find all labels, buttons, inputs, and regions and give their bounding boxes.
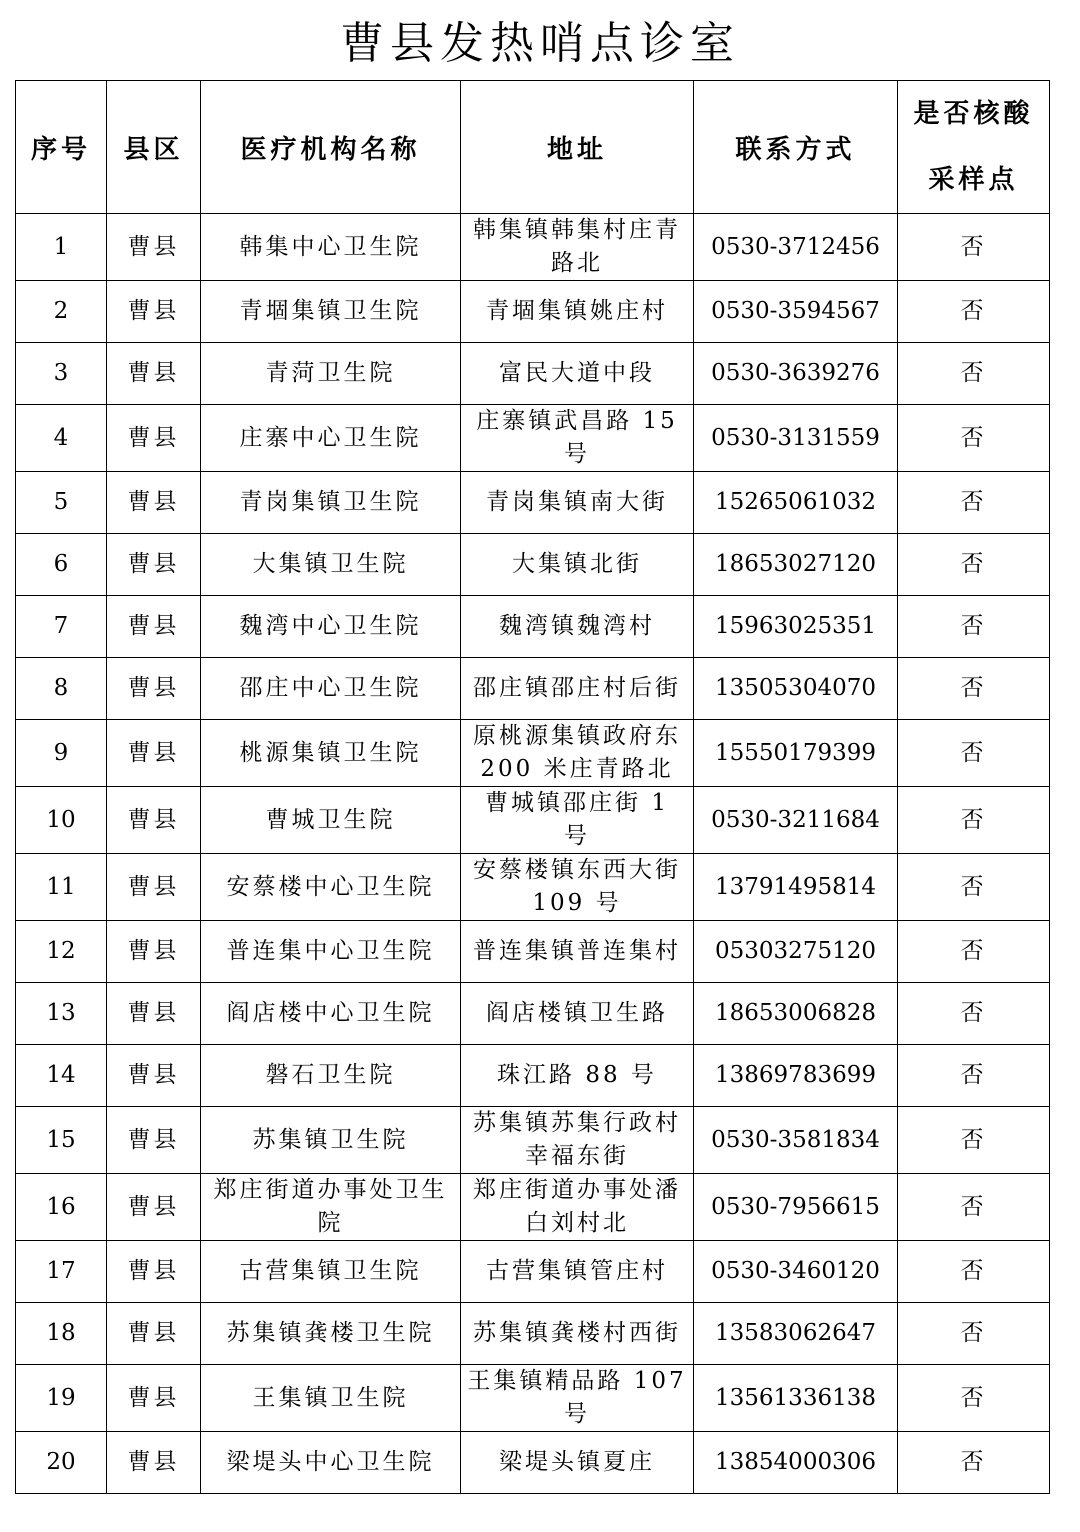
cell-address: 魏湾镇魏湾村 bbox=[461, 596, 694, 658]
cell-index: 9 bbox=[16, 720, 107, 787]
cell-institution-name: 梁堤头中心卫生院 bbox=[201, 1432, 461, 1494]
cell-phone: 0530-3712456 bbox=[694, 214, 898, 281]
cell-address: 王集镇精品路 107 号 bbox=[461, 1365, 694, 1432]
cell-address: 曹城镇邵庄街 1 号 bbox=[461, 787, 694, 854]
table-row bbox=[16, 787, 1050, 854]
cell-sampling: 否 bbox=[898, 658, 1050, 720]
cell-sampling: 否 bbox=[898, 1365, 1050, 1432]
cell-phone: 15550179399 bbox=[694, 720, 898, 787]
cell-phone: 05303275120 bbox=[694, 921, 898, 983]
table-row bbox=[16, 1107, 1050, 1174]
cell-sampling: 否 bbox=[898, 1241, 1050, 1303]
cell-county: 曹县 bbox=[107, 534, 201, 596]
cell-institution-name: 大集镇卫生院 bbox=[201, 534, 461, 596]
cell-sampling: 否 bbox=[898, 472, 1050, 534]
cell-county: 曹县 bbox=[107, 921, 201, 983]
cell-index: 19 bbox=[16, 1365, 107, 1432]
cell-index: 20 bbox=[16, 1432, 107, 1494]
cell-phone: 13561336138 bbox=[694, 1365, 898, 1432]
header-address: 地址 bbox=[461, 81, 694, 214]
cell-sampling: 否 bbox=[898, 1045, 1050, 1107]
cell-county: 曹县 bbox=[107, 1045, 201, 1107]
cell-index: 12 bbox=[16, 921, 107, 983]
cell-phone: 0530-7956615 bbox=[694, 1174, 898, 1241]
cell-institution-name: 磐石卫生院 bbox=[201, 1045, 461, 1107]
cell-institution-name: 普连集中心卫生院 bbox=[201, 921, 461, 983]
table-row bbox=[16, 281, 1050, 343]
cell-index: 6 bbox=[16, 534, 107, 596]
cell-index: 3 bbox=[16, 343, 107, 405]
cell-institution-name: 王集镇卫生院 bbox=[201, 1365, 461, 1432]
cell-sampling: 否 bbox=[898, 787, 1050, 854]
table-row bbox=[16, 854, 1050, 921]
cell-county: 曹县 bbox=[107, 720, 201, 787]
cell-phone: 15963025351 bbox=[694, 596, 898, 658]
cell-index: 11 bbox=[16, 854, 107, 921]
table-row bbox=[16, 921, 1050, 983]
cell-sampling: 否 bbox=[898, 983, 1050, 1045]
cell-phone: 0530-3581834 bbox=[694, 1107, 898, 1174]
cell-county: 曹县 bbox=[107, 983, 201, 1045]
cell-county: 曹县 bbox=[107, 1241, 201, 1303]
cell-institution-name: 阎店楼中心卫生院 bbox=[201, 983, 461, 1045]
cell-phone: 0530-3211684 bbox=[694, 787, 898, 854]
table-row bbox=[16, 1303, 1050, 1365]
cell-county: 曹县 bbox=[107, 281, 201, 343]
cell-address: 大集镇北街 bbox=[461, 534, 694, 596]
table-row bbox=[16, 658, 1050, 720]
cell-sampling: 否 bbox=[898, 720, 1050, 787]
cell-index: 10 bbox=[16, 787, 107, 854]
cell-address: 韩集镇韩集村庄青路北 bbox=[461, 214, 694, 281]
cell-sampling: 否 bbox=[898, 1303, 1050, 1365]
clinic-table bbox=[15, 80, 1050, 1494]
cell-sampling: 否 bbox=[898, 854, 1050, 921]
table-row bbox=[16, 405, 1050, 472]
cell-institution-name: 庄寨中心卫生院 bbox=[201, 405, 461, 472]
cell-address: 安蔡楼镇东西大街 109 号 bbox=[461, 854, 694, 921]
cell-sampling: 否 bbox=[898, 921, 1050, 983]
cell-sampling: 否 bbox=[898, 214, 1050, 281]
cell-index: 17 bbox=[16, 1241, 107, 1303]
header-contact: 联系方式 bbox=[694, 81, 898, 214]
cell-index: 2 bbox=[16, 281, 107, 343]
cell-sampling: 否 bbox=[898, 405, 1050, 472]
cell-sampling: 否 bbox=[898, 281, 1050, 343]
cell-county: 曹县 bbox=[107, 343, 201, 405]
cell-phone: 13854000306 bbox=[694, 1432, 898, 1494]
cell-institution-name: 苏集镇卫生院 bbox=[201, 1107, 461, 1174]
cell-phone: 13505304070 bbox=[694, 658, 898, 720]
cell-institution-name: 邵庄中心卫生院 bbox=[201, 658, 461, 720]
cell-address: 苏集镇苏集行政村幸福东街 bbox=[461, 1107, 694, 1174]
cell-phone: 18653006828 bbox=[694, 983, 898, 1045]
cell-county: 曹县 bbox=[107, 596, 201, 658]
cell-address: 郑庄街道办事处潘白刘村北 bbox=[461, 1174, 694, 1241]
cell-address: 庄寨镇武昌路 15 号 bbox=[461, 405, 694, 472]
table-row bbox=[16, 472, 1050, 534]
cell-address: 梁堤头镇夏庄 bbox=[461, 1432, 694, 1494]
cell-address: 古营集镇管庄村 bbox=[461, 1241, 694, 1303]
table-row bbox=[16, 1045, 1050, 1107]
cell-sampling: 否 bbox=[898, 1107, 1050, 1174]
cell-index: 14 bbox=[16, 1045, 107, 1107]
cell-address: 原桃源集镇政府东 200 米庄青路北 bbox=[461, 720, 694, 787]
cell-address: 珠江路 88 号 bbox=[461, 1045, 694, 1107]
table-row bbox=[16, 1241, 1050, 1303]
cell-county: 曹县 bbox=[107, 405, 201, 472]
cell-institution-name: 青岗集镇卫生院 bbox=[201, 472, 461, 534]
cell-index: 7 bbox=[16, 596, 107, 658]
cell-phone: 13583062647 bbox=[694, 1303, 898, 1365]
cell-index: 13 bbox=[16, 983, 107, 1045]
cell-county: 曹县 bbox=[107, 472, 201, 534]
cell-index: 18 bbox=[16, 1303, 107, 1365]
cell-county: 曹县 bbox=[107, 658, 201, 720]
cell-county: 曹县 bbox=[107, 1432, 201, 1494]
cell-institution-name: 桃源集镇卫生院 bbox=[201, 720, 461, 787]
cell-institution-name: 古营集镇卫生院 bbox=[201, 1241, 461, 1303]
header-institution-name: 医疗机构名称 bbox=[201, 81, 461, 214]
cell-county: 曹县 bbox=[107, 1174, 201, 1241]
header-index: 序号 bbox=[16, 81, 107, 214]
table-row bbox=[16, 1174, 1050, 1241]
cell-address: 邵庄镇邵庄村后街 bbox=[461, 658, 694, 720]
cell-institution-name: 青堌集镇卫生院 bbox=[201, 281, 461, 343]
cell-phone: 18653027120 bbox=[694, 534, 898, 596]
cell-phone: 15265061032 bbox=[694, 472, 898, 534]
table-row bbox=[16, 596, 1050, 658]
cell-institution-name: 曹城卫生院 bbox=[201, 787, 461, 854]
cell-county: 曹县 bbox=[107, 854, 201, 921]
cell-phone: 0530-3639276 bbox=[694, 343, 898, 405]
cell-sampling: 否 bbox=[898, 534, 1050, 596]
cell-sampling: 否 bbox=[898, 596, 1050, 658]
cell-index: 8 bbox=[16, 658, 107, 720]
cell-institution-name: 安蔡楼中心卫生院 bbox=[201, 854, 461, 921]
header-sampling-point bbox=[898, 81, 1050, 214]
table-row bbox=[16, 343, 1050, 405]
cell-address: 普连集镇普连集村 bbox=[461, 921, 694, 983]
table-row bbox=[16, 534, 1050, 596]
cell-phone: 0530-3594567 bbox=[694, 281, 898, 343]
cell-index: 16 bbox=[16, 1174, 107, 1241]
cell-institution-name: 青菏卫生院 bbox=[201, 343, 461, 405]
cell-institution-name: 郑庄街道办事处卫生院 bbox=[201, 1174, 461, 1241]
cell-phone: 0530-3131559 bbox=[694, 405, 898, 472]
cell-index: 4 bbox=[16, 405, 107, 472]
table-row bbox=[16, 983, 1050, 1045]
cell-county: 曹县 bbox=[107, 1303, 201, 1365]
cell-address: 苏集镇龚楼村西街 bbox=[461, 1303, 694, 1365]
table-row bbox=[16, 1432, 1050, 1494]
cell-county: 曹县 bbox=[107, 787, 201, 854]
cell-phone: 13791495814 bbox=[694, 854, 898, 921]
cell-county: 曹县 bbox=[107, 1107, 201, 1174]
cell-county: 曹县 bbox=[107, 214, 201, 281]
header-county: 县区 bbox=[107, 81, 201, 214]
cell-index: 5 bbox=[16, 472, 107, 534]
table-row bbox=[16, 214, 1050, 281]
cell-phone: 13869783699 bbox=[694, 1045, 898, 1107]
cell-institution-name: 苏集镇龚楼卫生院 bbox=[201, 1303, 461, 1365]
cell-institution-name: 魏湾中心卫生院 bbox=[201, 596, 461, 658]
cell-index: 15 bbox=[16, 1107, 107, 1174]
cell-phone: 0530-3460120 bbox=[694, 1241, 898, 1303]
cell-address: 青岗集镇南大街 bbox=[461, 472, 694, 534]
header-sampling-line1: 是否核酸 bbox=[913, 99, 1034, 129]
cell-institution-name: 韩集中心卫生院 bbox=[201, 214, 461, 281]
cell-address: 阎店楼镇卫生路 bbox=[461, 983, 694, 1045]
header-sampling-line2: 采样点 bbox=[928, 165, 1019, 195]
cell-sampling: 否 bbox=[898, 1174, 1050, 1241]
cell-index: 1 bbox=[16, 214, 107, 281]
cell-county: 曹县 bbox=[107, 1365, 201, 1432]
cell-sampling: 否 bbox=[898, 1432, 1050, 1494]
cell-address: 青堌集镇姚庄村 bbox=[461, 281, 694, 343]
table-row bbox=[16, 720, 1050, 787]
table-row bbox=[16, 1365, 1050, 1432]
cell-sampling: 否 bbox=[898, 343, 1050, 405]
cell-address: 富民大道中段 bbox=[461, 343, 694, 405]
table-header-row bbox=[16, 81, 1050, 214]
page-title: 曹县发热哨点诊室 bbox=[340, 18, 740, 69]
